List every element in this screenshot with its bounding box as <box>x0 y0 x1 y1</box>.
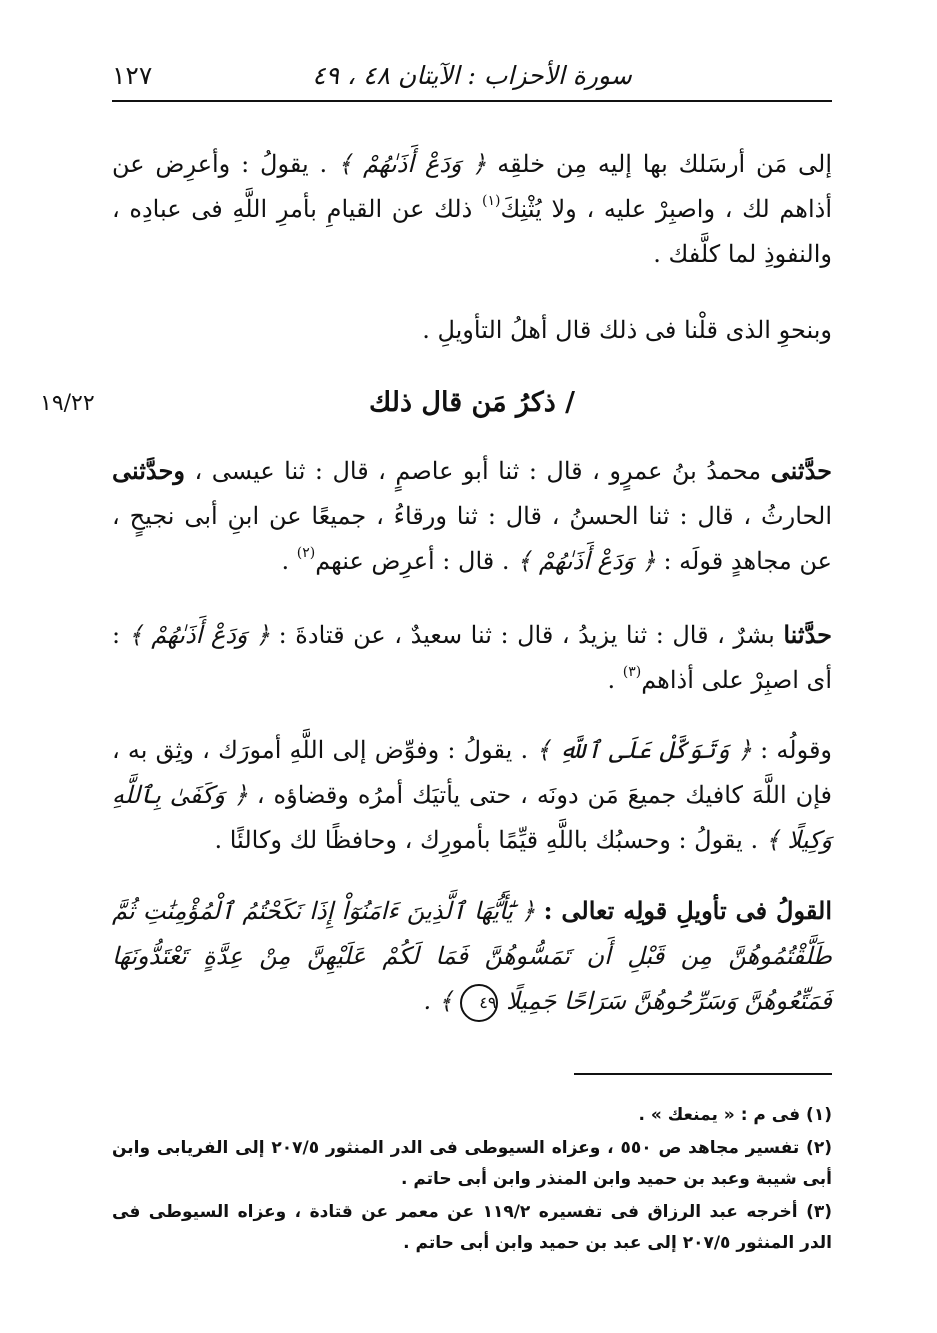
para5-text-b: . يقولُ : وفوِّض إلى اللَّهِ أمورَك ، وثِق به ، فإن اللَّهَ كافيك جميعَ مَن دونَه ، حتى يأتيَك أمرُه وقضاؤه ، <box>112 736 832 809</box>
footnote-ref-2: (٢) <box>296 545 316 561</box>
footnote-2 <box>112 1133 832 1195</box>
footnote-ref-1: (١) <box>481 193 501 209</box>
paragraph-4 <box>112 612 832 703</box>
footnote-text: أخرجه عبد الرزاق فى تفسيره ١١٩/٢ عن معمر عن قتادة ، وعزاه السيوطى فى الدر المنثور ٢٠٧/٥ إلى عبد بن حميد وابن أبى حاتم . <box>112 1202 832 1253</box>
footnote-ref-3: (٣) <box>622 664 642 680</box>
section-heading: / ذكرُ مَن قال ذلك <box>368 387 575 418</box>
footnote-marker: (١) <box>806 1105 832 1125</box>
quran-quote: ﴿ وَدَعْ أَذَىٰهُمْ ﴾ <box>128 621 271 649</box>
para4-text-b: : أى اصبِرْ على أذاهم <box>112 621 832 694</box>
para3-text-c: . قال : أعرِض عنهم <box>315 547 510 575</box>
para3-lead-2: وحدَّثنى <box>112 456 185 485</box>
para5-text-c: . يقولُ : وحسبُك باللَّهِ قيِّمًا بأمورِك ، وحافظًا لك وكالئًا . <box>214 826 759 854</box>
verse-number-marker: ٤٩ <box>460 984 498 1022</box>
para1-text-c: ذلك عن القيامِ بأمرِ اللَّهِ فى عبادِه ، والنفوذِ لما كلَّفك . <box>112 195 832 268</box>
para2-text: وبنحوِ الذى قلْنا فى ذلك قال أهلُ التأويلِ . <box>422 316 832 344</box>
footnote-marker: (٣) <box>806 1202 833 1222</box>
quran-quote: ﴿ وَدَعْ أَذَىٰهُمْ ﴾ <box>517 547 656 575</box>
footnote-3 <box>112 1197 832 1259</box>
para6-lead: القولُ فى تأويلِ قولِه تعالى : <box>543 896 832 925</box>
quran-quote: ﴿ وَتَوَكَّلْ عَلَى ٱللَّهِ ﴾ <box>536 736 752 764</box>
quran-verse: ﴿ يَٰٓأَيُّهَا ٱلَّذِينَ ءَامَنُوٓاْ إِذَا نَكَحْتُمُ ٱلْمُؤْمِنَٰتِ ثُمَّ طَلَّقْتُمُوهُنَّ مِن قَبْلِ أَن تَمَسُّوهُنَّ فَمَا لَكُمْ عَلَيْهِنَّ مِنْ عِدَّةٍ تَعْتَدُّونَهَا فَمَتِّعُوهُنَّ وَسَرِّحُوهُنَّ سَرَاحًا جَمِيلًا <box>112 897 832 1015</box>
para3-text-d: . <box>281 547 290 575</box>
footnote-rule <box>574 1073 832 1075</box>
footnote-marker: (٢) <box>806 1138 832 1158</box>
quran-quote: ﴿ وَدَعْ أَذَىٰهُمْ ﴾ <box>338 150 487 178</box>
page-number: ١٢٧ <box>112 61 153 90</box>
para4-text-c: . <box>607 666 616 694</box>
para4-text-a: بشرٌ ، قال : ثنا يزيدُ ، قال : ثنا سعيدٌ ، عن قتادةَ : <box>278 621 775 649</box>
para3-text-b: الحارثُ ، قال : ثنا الحسنُ ، قال : ثنا ورقاءُ ، جميعًا عن ابنِ أبى نجيحٍ ، عن مجاهدٍ قولَه : <box>112 502 832 575</box>
para4-lead: حدَّثنا <box>783 620 832 649</box>
para3-text-a: محمدُ بنُ عمرٍو ، قال : ثنا أبو عاصمٍ ، قال : ثنا عيسى ، <box>194 457 762 485</box>
para5-text-a: وقولُه : <box>760 736 833 764</box>
footnote-1 <box>112 1100 832 1131</box>
margin-reference: ١٩/٢٢ <box>40 391 95 416</box>
footnote-text: فى م : « يمنعك » . <box>638 1105 801 1125</box>
para1-text-b: . يقولُ : وأعرِض عن أذاهم لك ، واصبِرْ عليه ، ولا يُثْنِكَ <box>112 150 832 223</box>
footnotes <box>112 1100 832 1261</box>
running-header <box>112 58 832 98</box>
header-rule <box>112 100 832 102</box>
quran-quote: ﴿ وَكَفَىٰ بِٱللَّهِ وَكِيلًا ﴾ <box>112 781 832 854</box>
paragraph-1 <box>112 142 832 277</box>
paragraph-3 <box>112 448 832 584</box>
paragraph-2 <box>112 308 832 353</box>
quran-close: ﴾ . <box>423 987 453 1015</box>
para1-text-a: إلى مَن أرسَلك بها إليه مِن خلقِه <box>497 150 833 178</box>
running-title: سورة الأحزاب : الآيتان ٤٨ ، ٤٩ <box>312 61 632 90</box>
footnote-text: تفسير مجاهد ص ٥٥٠ ، وعزاه السيوطى فى الدر المنثور ٢٠٧/٥ إلى الفريابى وابن أبى شيبة وعبد بن حميد وابن المنذر وابن أبى حاتم . <box>112 1138 832 1189</box>
para3-lead: حدَّثنى <box>770 456 832 485</box>
paragraph-5 <box>112 728 832 863</box>
paragraph-6 <box>112 888 832 1024</box>
